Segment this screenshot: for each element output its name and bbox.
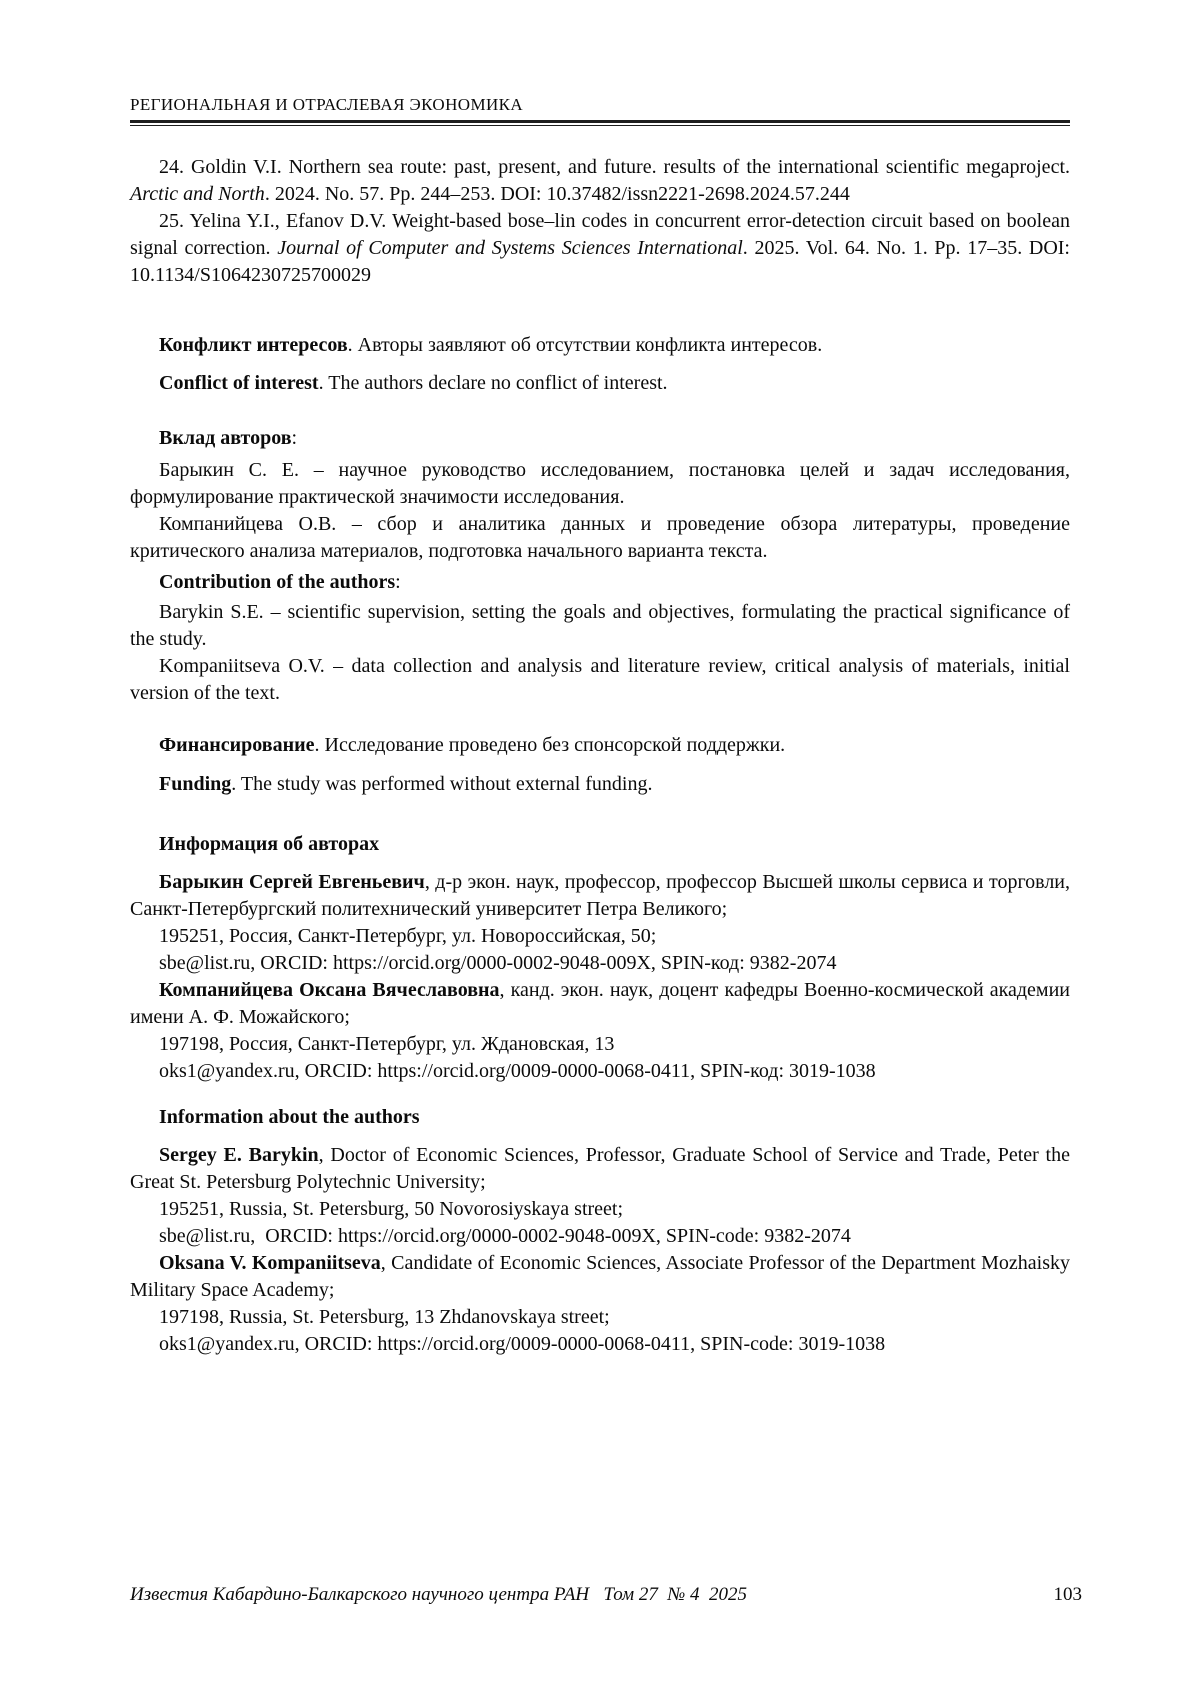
contribution-label-ru: Вклад авторов (159, 427, 292, 449)
contribution-item-en: Kompaniitseva O.V. – data collection and analysis and literature review, critical analysis of materials, initial version of the text. (130, 655, 1070, 704)
conflict-paragraph-en (130, 370, 1070, 397)
contribution-item-ru: Барыкин С. Е. – научное руководство исследованием, постановка целей и задач исследования, формулирование практической значимости исследования. (130, 459, 1070, 508)
conflict-label-en: Conflict of interest (159, 372, 319, 394)
author-contact-line: sbe@list.ru, ORCID: https://orcid.org/0000-0002-9048-009X, SPIN-code: 9382-2074 (159, 1225, 851, 1247)
reference-text: 25. Yelina Y.I., Efanov D.V. Weight-based bose–lin codes in concurrent error-detection circuit based on boolean signal correction. (130, 210, 1070, 259)
reference-item-25 (130, 208, 1070, 289)
author-address-line: 195251, Russia, St. Petersburg, 50 Novorosiyskaya street; (159, 1198, 624, 1220)
running-title: РЕГИОНАЛЬНАЯ И ОТРАСЛЕВАЯ ЭКОНОМИКА (130, 95, 524, 114)
funding-text-ru: . Исследование проведено без спонсорской поддержки. (314, 734, 786, 756)
authors-info-en-section (130, 1104, 1070, 1358)
conflict-text-en: . The authors declare no conflict of interest. (318, 372, 668, 394)
conflict-text-ru: . Авторы заявляют об отсутствии конфликта интересов. (347, 334, 823, 356)
reference-text: 24. Goldin V.I. Northern sea route: past, present, and future. results of the international scientific megaproject. (159, 156, 1070, 178)
author-description: , д-р экон. наук, профессор, профессор Высшей школы сервиса и торговли, Санкт-Петербургский политехнический университет Петра Великого; (130, 871, 1071, 920)
author-description: , канд. экон. наук, доцент кафедры Военно-космической академии имени А. Ф. Можайского; (130, 979, 1070, 1028)
author-description: , Candidate of Economic Sciences, Associate Professor of the Department Mozhaisky Military Space Academy; (130, 1252, 1070, 1301)
author-contact-line: sbe@list.ru, ORCID: https://orcid.org/0000-0002-9048-009X, SPIN-код: 9382-2074 (159, 952, 837, 974)
author-contact-line: oks1@yandex.ru, ORCID: https://orcid.org/0009-0000-0068-0411, SPIN-код: 3019-1038 (159, 1060, 876, 1082)
page-number: 103 (1053, 1584, 1082, 1605)
conflict-paragraph-ru (130, 332, 1070, 359)
funding-paragraph-en (130, 771, 1070, 798)
funding-section (130, 732, 1070, 798)
contribution-item-ru: Компанийцева О.В. – сбор и аналитика данных и проведение обзора литературы, проведение критического анализа материалов, подготовка начального варианта текста. (130, 513, 1070, 562)
reference-item-24 (130, 154, 1070, 208)
author-bio-ru (130, 869, 1070, 923)
funding-label-en: Funding (159, 773, 232, 795)
authors-info-ru-section (130, 831, 1070, 1085)
author-name: Барыкин Сергей Евгеньевич (159, 871, 425, 893)
journal-title-italic: Journal of Computer and Systems Sciences International (277, 237, 743, 259)
conflict-label-ru: Конфликт интересов (159, 334, 348, 356)
author-address-line: 197198, Россия, Санкт-Петербург, ул. Ждановская, 13 (159, 1033, 615, 1055)
author-name: Oksana V. Kompaniitseva (159, 1252, 381, 1274)
reference-text: . 2024. No. 57. Pp. 244–253. DOI: 10.37482/issn2221-2698.2024.57.244 (264, 183, 850, 205)
funding-paragraph-ru (130, 732, 1070, 759)
authors-info-heading-en (130, 1104, 1070, 1131)
authors-contribution-section (130, 425, 1070, 707)
author-address-line: 195251, Россия, Санкт-Петербург, ул. Новороссийская, 50; (159, 925, 657, 947)
authors-info-heading-label: Информация об авторах (159, 833, 380, 855)
contribution-item-en: Barykin S.E. – scientific supervision, setting the goals and objectives, formulating the practical significance of the study. (130, 601, 1070, 650)
author-description: , Doctor of Economic Sciences, Professor, Graduate School of Service and Trade, Peter the Great St. Petersburg Polytechnic University; (130, 1144, 1070, 1193)
author-address-line: 197198, Russia, St. Petersburg, 13 Zhdanovskaya street; (159, 1306, 610, 1328)
journal-footer-line: Известия Кабардино-Балкарского научного центра РАН Том 27 № 4 2025 (130, 1584, 748, 1605)
funding-text-en: . The study was performed without external funding. (231, 773, 653, 795)
author-bio-en (130, 1250, 1070, 1304)
contribution-colon: : (395, 571, 401, 593)
page-header (130, 95, 1070, 126)
reference-text: . 2025. Vol. 64. No. 1. Pp. 17–35. DOI: 10.1134/S1064230725700029 (130, 237, 1070, 286)
author-bio-ru (130, 977, 1070, 1031)
journal-title-italic: Arctic and North (130, 183, 265, 205)
page-content (130, 95, 1070, 1358)
authors-info-heading-label: Information about the authors (159, 1106, 420, 1128)
header-rule (130, 120, 1070, 126)
contribution-heading-en (130, 569, 1070, 596)
authors-info-heading-ru (130, 831, 1070, 858)
contribution-label-en: Contribution of the authors (159, 571, 396, 593)
conflict-of-interest-section (130, 332, 1070, 397)
page-footer (130, 1583, 1082, 1607)
author-bio-en (130, 1142, 1070, 1196)
contribution-heading-ru (130, 425, 1070, 452)
funding-label-ru: Финансирование (159, 734, 315, 756)
author-contact-line: oks1@yandex.ru, ORCID: https://orcid.org/0009-0000-0068-0411, SPIN-code: 3019-1038 (159, 1333, 886, 1355)
author-name: Компанийцева Оксана Вячеславовна (159, 979, 500, 1001)
references-section (130, 154, 1070, 289)
author-name: Sergey E. Barykin (159, 1144, 319, 1166)
contribution-colon: : (291, 427, 298, 449)
